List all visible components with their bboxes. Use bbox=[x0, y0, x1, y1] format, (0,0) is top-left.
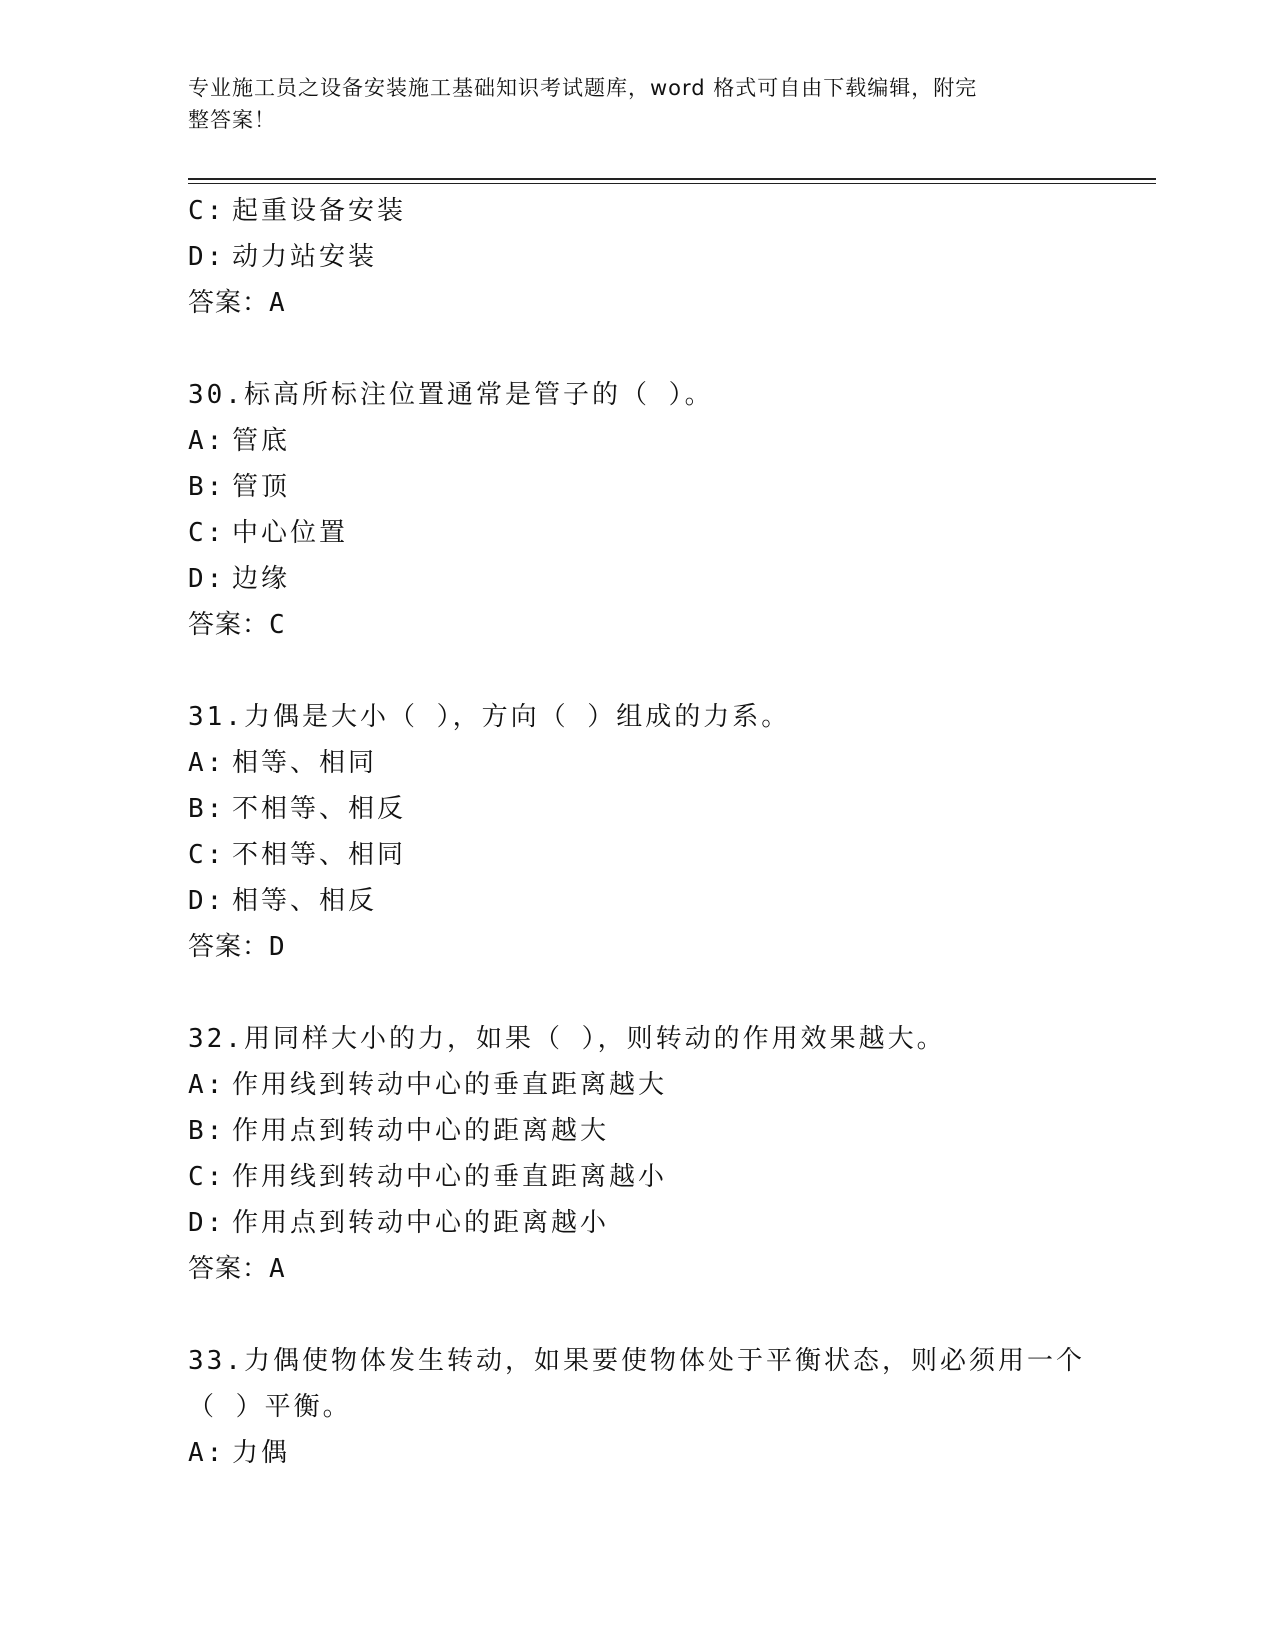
question-stem: 30.标高所标注位置通常是管子的（ ）。 bbox=[188, 380, 714, 410]
answer-line: 答案：A bbox=[188, 288, 286, 318]
option-a: A: 力偶 bbox=[188, 1438, 291, 1468]
header-line-2: 整答案！ bbox=[188, 108, 276, 132]
option-b: B: 管顶 bbox=[188, 472, 291, 502]
question-29 bbox=[188, 188, 1088, 326]
option-a: A: 相等、相同 bbox=[188, 748, 378, 778]
option-d: D: 动力站安装 bbox=[188, 242, 378, 272]
question-32 bbox=[188, 1016, 1088, 1292]
answer-line: 答案：A bbox=[188, 1254, 286, 1284]
answer-line: 答案：D bbox=[188, 932, 286, 962]
header-divider-thick bbox=[188, 178, 1156, 180]
option-c: C: 作用线到转动中心的垂直距离越小 bbox=[188, 1162, 668, 1192]
spacer bbox=[188, 1292, 1088, 1338]
option-c: C: 中心位置 bbox=[188, 518, 349, 548]
document-header bbox=[188, 72, 1088, 136]
question-stem-line-2: （ ）平衡。 bbox=[188, 1392, 352, 1422]
option-a: A: 管底 bbox=[188, 426, 291, 456]
answer-line: 答案：C bbox=[188, 610, 286, 640]
option-b: B: 作用点到转动中心的距离越大 bbox=[188, 1116, 610, 1146]
option-d: D: 作用点到转动中心的距离越小 bbox=[188, 1208, 610, 1238]
option-d: D: 边缘 bbox=[188, 564, 291, 594]
option-c: C: 起重设备安装 bbox=[188, 196, 407, 226]
question-31 bbox=[188, 694, 1088, 970]
spacer bbox=[188, 648, 1088, 694]
header-divider-thin bbox=[188, 183, 1156, 184]
spacer bbox=[188, 970, 1088, 1016]
question-stem: 31.力偶是大小（ ），方向（ ）组成的力系。 bbox=[188, 702, 791, 732]
option-c: C: 不相等、相同 bbox=[188, 840, 407, 870]
option-a: A: 作用线到转动中心的垂直距离越大 bbox=[188, 1070, 668, 1100]
option-d: D: 相等、相反 bbox=[188, 886, 378, 916]
header-line-1: 专业施工员之设备安装施工基础知识考试题库，word 格式可自由下载编辑，附完 bbox=[188, 76, 978, 100]
question-stem-line-1: 33.力偶使物体发生转动，如果要使物体处于平衡状态，则必须用一个 bbox=[188, 1346, 1085, 1376]
question-content bbox=[188, 188, 1088, 1476]
spacer bbox=[188, 326, 1088, 372]
question-stem: 32.用同样大小的力，如果（ ），则转动的作用效果越大。 bbox=[188, 1024, 946, 1054]
option-b: B: 不相等、相反 bbox=[188, 794, 407, 824]
question-30 bbox=[188, 372, 1088, 648]
question-33 bbox=[188, 1338, 1088, 1476]
